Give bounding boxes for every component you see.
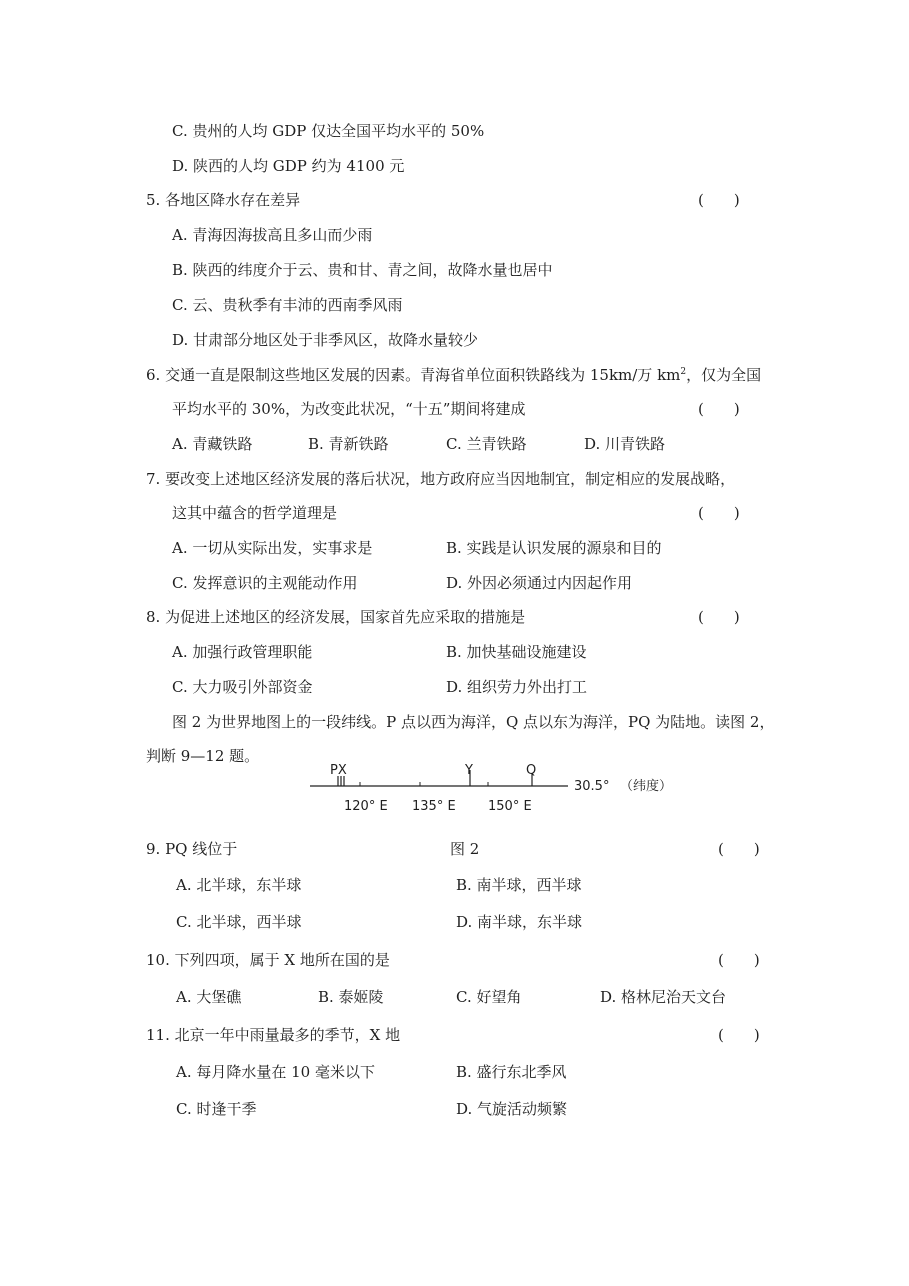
latitude-line-figure (310, 758, 700, 820)
q5-stem: 5. 各地区降水存在差异 (146, 191, 301, 209)
q5-option-a: A. 青海因海拔高且多山而少雨 (172, 226, 373, 244)
q11-option-a: A. 每月降水量在 10 毫米以下 (176, 1063, 375, 1081)
q7-stem-line2: 这其中蕴含的哲学道理是 (172, 504, 338, 522)
q6-stem-superscript: 2 (680, 367, 687, 377)
q10-option-a: A. 大堡礁 (176, 988, 242, 1006)
q9-answer-paren: ( ) (718, 840, 760, 858)
tick-label-120e: 120° E (344, 799, 388, 814)
latitude-value: 30.5° (574, 779, 610, 794)
q9-stem: 9. PQ 线位于 (146, 840, 238, 858)
figure-intro-line1: 图 2 为世界地图上的一段纬线。P 点以西为海洋，Q 点以东为海洋，PQ 为陆地。读图 2， (172, 713, 775, 731)
q8-option-b: B. 加快基础设施建设 (446, 643, 587, 661)
latitude-note: （纬度） (620, 779, 673, 794)
q6-option-b: B. 青新铁路 (308, 435, 389, 453)
q5-answer-paren: ( ) (698, 191, 740, 209)
q5-option-c: C. 云、贵秋季有丰沛的西南季风雨 (172, 296, 403, 314)
q7-option-c: C. 发挥意识的主观能动作用 (172, 574, 358, 592)
tick-label-135e: 135° E (412, 799, 456, 814)
q9-option-b: B. 南半球，西半球 (456, 876, 582, 894)
q8-option-c: C. 大力吸引外部资金 (172, 678, 313, 696)
q9-option-c: C. 北半球，西半球 (176, 913, 302, 931)
q8-option-a: A. 加强行政管理职能 (172, 643, 313, 661)
q7-option-b: B. 实践是认识发展的源泉和目的 (446, 539, 662, 557)
figure-caption: 图 2 (450, 840, 480, 858)
q11-option-c: C. 时逢干季 (176, 1100, 257, 1118)
q11-option-b: B. 盛行东北季风 (456, 1063, 567, 1081)
label-y: Y (465, 763, 473, 778)
q7-answer-paren: ( ) (698, 504, 740, 522)
q10-answer-paren: ( ) (718, 951, 760, 969)
q10-option-d: D. 格林尼治天文台 (600, 988, 727, 1006)
q11-stem: 11. 北京一年中雨量最多的季节，X 地 (146, 1026, 401, 1044)
q10-stem: 10. 下列四项，属于 X 地所在国的是 (146, 951, 390, 969)
q10-option-b: B. 泰姬陵 (318, 988, 384, 1006)
q6-option-c: C. 兰青铁路 (446, 435, 527, 453)
label-px: PX (330, 763, 347, 778)
q10-option-c: C. 好望角 (456, 988, 522, 1006)
q7-option-a: A. 一切从实际出发，实事求是 (172, 539, 373, 557)
q11-option-d: D. 气旋活动频繁 (456, 1100, 568, 1118)
tick-label-150e: 150° E (488, 799, 532, 814)
q9-option-a: A. 北半球，东半球 (176, 876, 302, 894)
figure-intro-line2: 判断 9—12 题。 (146, 747, 260, 765)
q7-option-d: D. 外因必须通过内因起作用 (446, 574, 633, 592)
q8-answer-paren: ( ) (698, 608, 740, 626)
q6-stem-part1: 6. 交通一直是限制这些地区发展的因素。青海省单位面积铁路线为 15km/万 km (146, 366, 681, 384)
q6-option-d: D. 川青铁路 (584, 435, 666, 453)
q7-stem-line1: 7. 要改变上述地区经济发展的落后状况，地方政府应当因地制宜，制定相应的发展战略， (146, 470, 736, 488)
q6-stem-line1 (146, 365, 761, 385)
q5-option-d: D. 甘肃部分地区处于非季风区，故降水量较少 (172, 331, 479, 349)
q4-option-d: D. 陕西的人均 GDP 约为 4100 元 (172, 157, 405, 175)
q6-stem-line2: 平均水平的 30%，为改变此状况，“十五”期间将建成 (172, 400, 526, 418)
q6-option-a: A. 青藏铁路 (172, 435, 253, 453)
q6-answer-paren: ( ) (698, 400, 740, 418)
q8-stem: 8. 为促进上述地区的经济发展，国家首先应采取的措施是 (146, 608, 526, 626)
q6-stem-part2: ，仅为全国 (686, 366, 762, 384)
label-q: Q (526, 763, 537, 778)
q4-option-c: C. 贵州的人均 GDP 仅达全国平均水平的 50% (172, 122, 485, 140)
q8-option-d: D. 组织劳力外出打工 (446, 678, 588, 696)
q11-answer-paren: ( ) (718, 1026, 760, 1044)
q5-option-b: B. 陕西的纬度介于云、贵和甘、青之间，故降水量也居中 (172, 261, 553, 279)
q9-option-d: D. 南半球，东半球 (456, 913, 583, 931)
